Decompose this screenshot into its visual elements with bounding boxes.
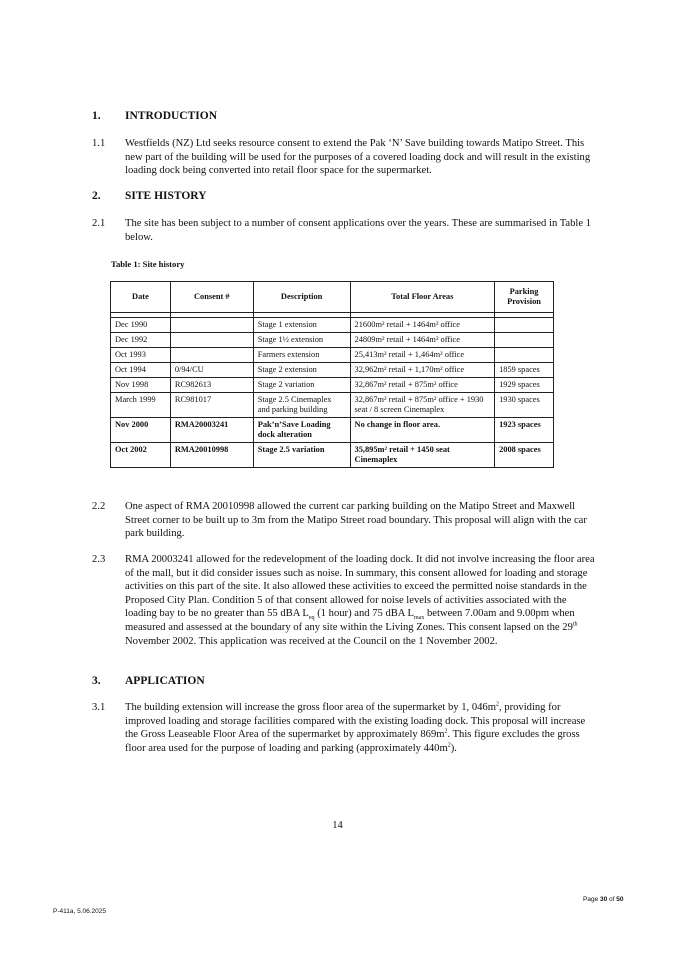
cell-date: Dec 1992	[111, 333, 171, 348]
table-row	[111, 393, 554, 418]
column-header: Date	[111, 282, 171, 313]
table-row	[111, 443, 554, 468]
cell-date: Oct 1994	[111, 363, 171, 378]
cell-parking	[495, 333, 554, 348]
paragraph-text: Westfields (NZ) Ltd seeks resource consent to extend the Pak ‘N’ Save building towards Matipo Street. This new part of the building will be used for the purposes of a covered loading dock and will result in the existing loading dock being converted into retail floor space for the supermarket.	[125, 138, 591, 177]
site-history-table	[110, 281, 554, 468]
cell-date: Nov 1998	[111, 378, 171, 393]
paragraph-text: RMA 20003241 allowed for the redevelopment of the loading dock. It did not involve increasing the floor area of the mall, but it did consider issues such as noise. In summary, this consent allowed for loading and storage activities on this part of the site. It also allowed these activities to exceed the permitted noise standards in the Proposed City Plan. Condition 5 of that consent allowed for noise levels of activities associated with the loading bay to be no greater than 55 dBA $L_{eq}$ (1 hour) and 75 dBA $L_{max}$ between 7.00am and 9.00pm when measured and assessed at the boundary of any site within the Living Zones. This consent lapsed on the 29th November 2002. This application was received at the Council on the 1 November 2002.	[125, 554, 595, 647]
footer-reference: P-411a, 5.06.2025	[53, 908, 107, 915]
cell-floor-areas: 25,413m² retail + 1,464m² office	[350, 348, 495, 363]
cell-consent: 0/94/CU	[170, 363, 253, 378]
cell-consent: RC982613	[170, 378, 253, 393]
section-number: 1.	[92, 110, 101, 122]
document-page-number: 14	[332, 820, 343, 831]
cell-parking	[495, 318, 554, 333]
column-header: Parking Provision	[495, 282, 554, 313]
section-title: SITE HISTORY	[125, 190, 207, 202]
table-row	[111, 348, 554, 363]
table-header-row	[111, 282, 554, 313]
paragraph-text: The site has been subject to a number of consent applications over the years. These are summarised in Table 1 below.	[125, 218, 592, 243]
cell-parking: 1929 spaces	[495, 378, 554, 393]
cell-description: Stage 2 variation	[253, 378, 350, 393]
table-row	[111, 418, 554, 443]
cell-consent	[170, 348, 253, 363]
column-header: Total Floor Areas	[350, 282, 495, 313]
paragraph-text: The building extension will increase the gross floor area of the supermarket by 1, $046m^2$, providing for improved loading and storage facilities compared with the existing loading dock. This proposal will increase the Gross Leaseable Floor Area of the supermarket by approximately $869m^2$. This figure excludes the gross floor area used for the purpose of loading and parking (approximately $440m^2$).	[125, 701, 586, 754]
table-row	[111, 318, 554, 333]
cell-floor-areas: 32,962m² retail + 1,170m² office	[350, 363, 495, 378]
paragraph-number: 3.1	[92, 702, 106, 713]
cell-description: Farmers extension	[253, 348, 350, 363]
cell-parking: 2008 spaces	[495, 443, 554, 468]
section-title: INTRODUCTION	[125, 110, 218, 122]
paragraph-number: 1.1	[92, 138, 106, 149]
table-row	[111, 378, 554, 393]
paragraph-number: 2.1	[92, 218, 106, 229]
cell-parking: 1859 spaces	[495, 363, 554, 378]
section-number: 2.	[92, 190, 101, 202]
table-row	[111, 363, 554, 378]
cell-description: Stage 2.5 variation	[253, 443, 350, 468]
cell-consent	[170, 318, 253, 333]
cell-description: Stage 2 extension	[253, 363, 350, 378]
section-number: 3.	[92, 675, 101, 687]
cell-date: Oct 1993	[111, 348, 171, 363]
cell-consent: RMA20003241	[170, 418, 253, 443]
cell-date: March 1999	[111, 393, 171, 418]
cell-floor-areas: 24809m² retail + 1464m² office	[350, 333, 495, 348]
cell-description: Stage 2.5 Cinemaplex and parking building	[253, 393, 350, 418]
cell-floor-areas: No change in floor area.	[350, 418, 495, 443]
cell-date: Dec 1990	[111, 318, 171, 333]
cell-consent	[170, 333, 253, 348]
cell-description: Pak’n’Save Loading dock alteration	[253, 418, 350, 443]
cell-parking: 1923 spaces	[495, 418, 554, 443]
cell-floor-areas: 21600m² retail + 1464m² office	[350, 318, 495, 333]
cell-parking: 1930 spaces	[495, 393, 554, 418]
cell-date: Nov 2000	[111, 418, 171, 443]
column-header: Description	[253, 282, 350, 313]
paragraph-number: 2.2	[92, 501, 106, 512]
paragraph-number: 2.3	[92, 554, 106, 565]
cell-floor-areas: 35,895m² retail + 1450 seat Cinemaplex	[350, 443, 495, 468]
cell-description: Stage 1 extension	[253, 318, 350, 333]
table-caption: Table 1: Site history	[111, 259, 185, 269]
column-header: Consent #	[170, 282, 253, 313]
cell-consent: RC981017	[170, 393, 253, 418]
table-row	[111, 333, 554, 348]
cell-floor-areas: 32,867m² retail + 875m² office + 1930 seat / 8 screen Cinemaplex	[350, 393, 495, 418]
paragraph-text: One aspect of RMA 20010998 allowed the current car parking building on the Matipo Street and Maxwell Street corner to be built up to 3m from the Matipo Street road boundary. This proposal will align with the car park building.	[125, 501, 587, 540]
cell-parking	[495, 348, 554, 363]
footer-page-indicator: Page 30 of 50	[583, 896, 624, 903]
cell-consent: RMA20010998	[170, 443, 253, 468]
section-title: APPLICATION	[125, 675, 205, 687]
cell-date: Oct 2002	[111, 443, 171, 468]
cell-description: Stage 1½ extension	[253, 333, 350, 348]
cell-floor-areas: 32,867m² retail + 875m² office	[350, 378, 495, 393]
